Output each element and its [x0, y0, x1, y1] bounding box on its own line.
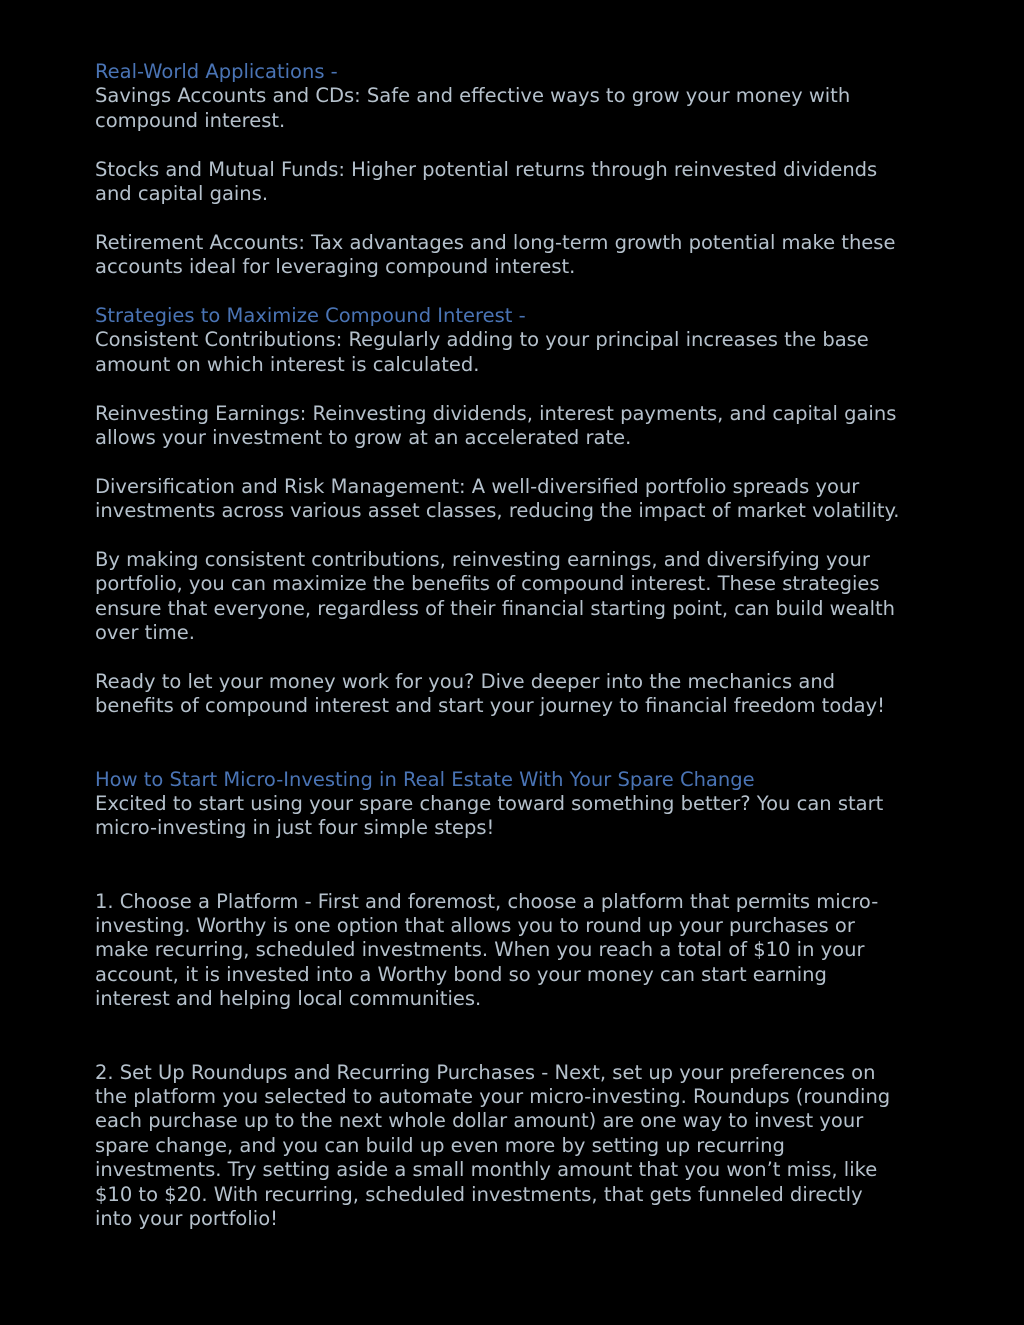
paragraph-step-1-choose-platform [95, 890, 955, 1012]
text-line: each purchase up to the next whole dollar amount) are one way to invest your [95, 1109, 864, 1133]
text-line: the platform you selected to automate your micro-investing. Roundups (rounding [95, 1084, 891, 1108]
text-line: Retirement Accounts: Tax advantages and long-term growth potential make these [95, 230, 896, 254]
paragraph-reinvesting-earnings [95, 402, 955, 451]
text-line: accounts ideal for leveraging compound interest. [95, 255, 576, 279]
paragraph-step-2-roundups [95, 1061, 955, 1232]
text-line: over time. [95, 621, 195, 645]
paragraph-stocks-mutual-funds [95, 158, 955, 207]
text-line: into your portfolio! [95, 1206, 278, 1230]
text-line: Stocks and Mutual Funds: Higher potential returns through reinvested dividends [95, 157, 878, 181]
text-line: account, it is invested into a Worthy bond so your money can start earning [95, 962, 827, 986]
text-line: investments. Try setting aside a small monthly amount that you won’t miss, like [95, 1158, 878, 1182]
paragraph-savings-accounts [95, 84, 955, 133]
text-line: 2. Set Up Roundups and Recurring Purchases - Next, set up your preferences on [95, 1060, 876, 1084]
section-heading-strategies: Strategies to Maximize Compound Interest - [95, 304, 526, 328]
paragraph-diversification [95, 475, 955, 524]
section-heading-real-world: Real-World Applications - [95, 60, 338, 83]
text-line: Ready to let your money work for you? Dive deeper into the mechanics and [95, 670, 836, 694]
text-line: By making consistent contributions, reinvesting earnings, and diversifying your [95, 548, 870, 572]
paragraph-micro-investing-intro [95, 792, 955, 841]
text-line: amount on which interest is calculated. [95, 352, 480, 376]
text-line: ensure that everyone, regardless of their financial starting point, can build wealth [95, 596, 896, 620]
text-line: $10 to $20. With recurring, scheduled investments, that gets funneled directly [95, 1182, 863, 1206]
paragraph-retirement-accounts [95, 231, 955, 280]
paragraph-call-to-action [95, 670, 955, 719]
text-line: Reinvesting Earnings: Reinvesting dividends, interest payments, and capital gains [95, 401, 897, 425]
text-line: interest and helping local communities. [95, 987, 482, 1011]
text-line: compound interest. [95, 108, 286, 132]
text-line: investments across various asset classes, reducing the impact of market volatility. [95, 499, 900, 523]
document-page [95, 60, 955, 1231]
text-line: and capital gains. [95, 182, 269, 206]
text-line: allows your investment to grow at an accelerated rate. [95, 426, 632, 450]
text-line: benefits of compound interest and start your journey to financial freedom today! [95, 694, 885, 718]
text-line: 1. Choose a Platform - First and foremost, choose a platform that permits micro- [95, 889, 879, 913]
section-heading-micro-investing: How to Start Micro-Investing in Real Estate With Your Spare Change [95, 767, 755, 791]
text-line: Diversification and Risk Management: A well-diversified portfolio spreads your [95, 474, 860, 498]
text-line: portfolio, you can maximize the benefits of compound interest. These strategies [95, 572, 880, 596]
text-line: make recurring, scheduled investments. When you reach a total of $10 in your [95, 938, 865, 962]
text-line: investing. Worthy is one option that allows you to round up your purchases or [95, 914, 855, 938]
text-line: Consistent Contributions: Regularly adding to your principal increases the base [95, 328, 869, 352]
paragraph-strategies-summary [95, 548, 955, 646]
text-line: micro-investing in just four simple steps! [95, 816, 495, 840]
paragraph-consistent-contributions [95, 328, 955, 377]
text-line: Excited to start using your spare change toward something better? You can start [95, 792, 884, 816]
text-line: spare change, and you can build up even more by setting up recurring [95, 1133, 785, 1157]
text-line: Savings Accounts and CDs: Safe and effective ways to grow your money with [95, 84, 851, 108]
